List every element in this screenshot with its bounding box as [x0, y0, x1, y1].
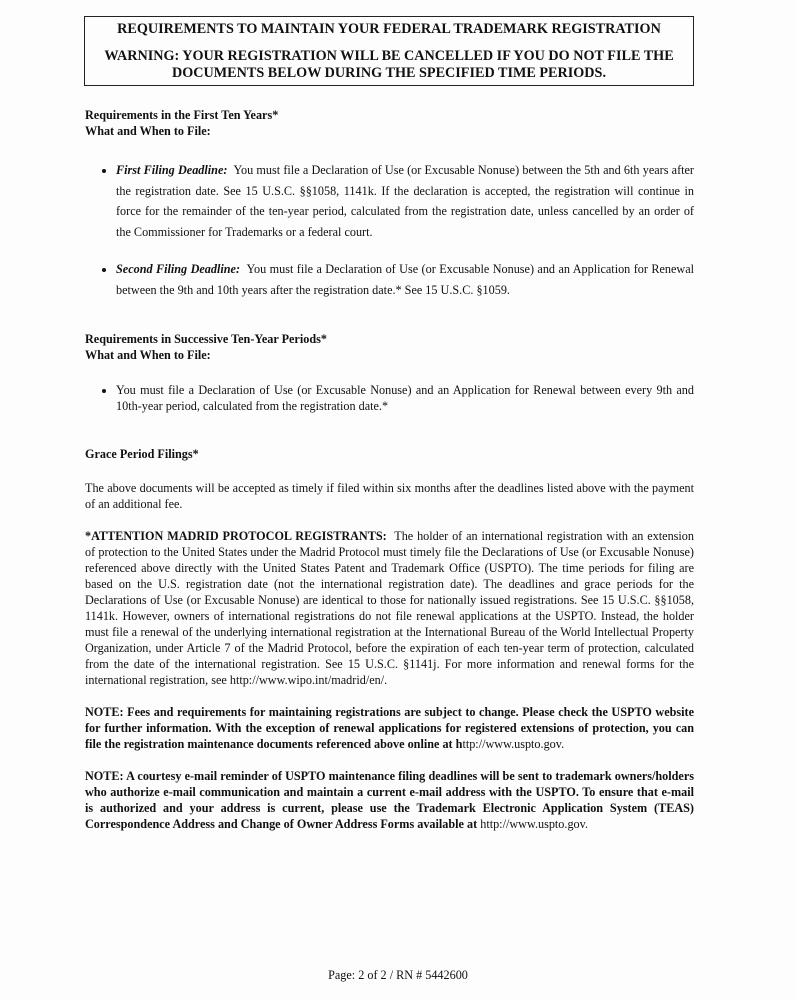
madrid-label: *ATTENTION MADRID PROTOCOL REGISTRANTS:	[85, 529, 387, 543]
first-ten-years-list	[85, 160, 694, 300]
second-filing-text: You must file a Declaration of Use (or Excusable Nonuse) and an Application for Renewal between the 9th and 10th years after the registration date.* See 15 U.S.C. §1059.	[116, 262, 694, 297]
list-item-first-filing	[116, 160, 694, 242]
document-title: REQUIREMENTS TO MAINTAIN YOUR FEDERAL TRADEMARK REGISTRATION	[117, 21, 661, 37]
document-page	[85, 16, 694, 832]
section-first-ten-years-title	[85, 107, 694, 139]
section-title: Requirements in the First Ten Years*	[85, 108, 279, 122]
section-subtitle: What and When to File:	[85, 348, 211, 362]
madrid-protocol-paragraph	[85, 528, 694, 688]
first-filing-label: First Filing Deadline:	[116, 163, 228, 177]
second-filing-label: Second Filing Deadline:	[116, 262, 241, 276]
note-fees-paragraph	[85, 704, 694, 752]
madrid-text: The holder of an international registration with an extension of protection to the United States under the Madrid Protocol must timely file the Declarations of Use (or Excusable Nonuse) referenced above directly with the United States Patent and Trademark Office (USPTO). The time periods for filing are based on the U.S. registration date (not the international registration date). The deadlines and grace periods for the Declarations of Use (or Excusable Nonuse) are identical to those for nationally issued registrations. See 15 U.S.C. §§1058, 1141k. However, owners of international registrations do not file renewal applications at the USPTO. Instead, the holder must file a renewal of the underlying international registration at the International Bureau of the World Intellectual Property Organization, under Article 7 of the Madrid Protocol, before the expiration of each ten-year term of protection, calculated from the date of the international registration. See 15 U.S.C. §1141j. For more information and renewal forms for the international registration, see http://www.wipo.int/madrid/en/.	[85, 529, 694, 687]
uspto-link[interactable]: http://www.uspto.gov.	[480, 817, 588, 831]
note-email-paragraph	[85, 768, 694, 832]
note-fees-text: NOTE: Fees and requirements for maintaining registrations are subject to change. Please check the USPTO website for further information. With the exception of renewal applications for registered extensions of protection, you can file the registration maintenance documents referenced above online at h	[85, 705, 694, 751]
list-item-second-filing	[116, 259, 694, 300]
cancellation-warning: WARNING: YOUR REGISTRATION WILL BE CANCELLED IF YOU DO NOT FILE THE DOCUMENTS BELOW DURING THE SPECIFIED TIME PERIODS.	[104, 48, 674, 81]
header-box	[84, 16, 694, 86]
list-item-successive: • You must file a Declaration of Use (or Excusable Nonuse) and an Application for Renewal between every 9th and 10th-year period, calculated from the registration date.*	[116, 382, 694, 414]
section-title: Requirements in Successive Ten-Year Periods*	[85, 332, 327, 346]
grace-period-text: The above documents will be accepted as timely if filed within six months after the deadlines listed above with the payment of an additional fee.	[85, 481, 694, 511]
section-successive-periods-title	[85, 331, 694, 363]
page-footer: Page: 2 of 2 / RN # 5442600	[328, 968, 468, 982]
uspto-link[interactable]: ttp://www.uspto.gov.	[462, 737, 565, 751]
successive-periods-list	[85, 382, 694, 414]
first-filing-text: You must file a Declaration of Use (or Excusable Nonuse) between the 5th and 6th years after the registration date. See 15 U.S.C. §§1058, 1141k. If the declaration is accepted, the registration will continue in force for the remainder of the ten-year period, calculated from the registration date, unless cancelled by an order of the Commissioner for Trademarks or a federal court.	[116, 163, 694, 239]
note-email-text: NOTE: A courtesy e-mail reminder of USPTO maintenance filing deadlines will be sent to trademark owners/holders who authorize e-mail communication and maintain a current e-mail address with the USPTO. To ensure that e-mail is authorized and your address is current, please use the Trademark Electronic Application System (TEAS) Correspondence Address and Change of Owner Address Forms available at	[85, 769, 694, 831]
grace-period-title: Grace Period Filings*	[85, 447, 199, 461]
section-subtitle: What and When to File:	[85, 124, 211, 138]
